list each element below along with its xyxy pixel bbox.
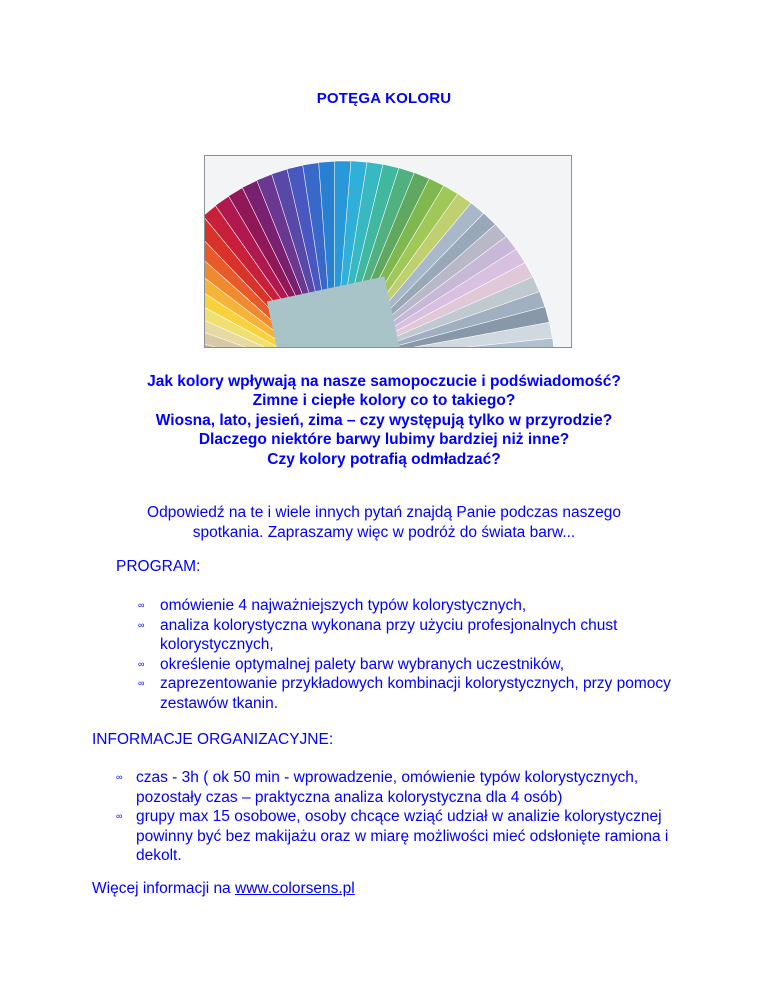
program-item bbox=[138, 596, 678, 616]
infinity-bullet-icon: ∞ bbox=[138, 658, 145, 669]
organization-heading: INFORMACJE ORGANIZACYJNE: bbox=[92, 731, 334, 748]
question-line: Dlaczego niektóre barwy lubimy bardziej niż inne? bbox=[198, 431, 570, 449]
organization-item-text: grupy max 15 osobowe, osoby chcące wziąć udział w analizie kolorystycznej powinny być bez makijażu oraz w miarę możliwości mieć odsłonięte ramiona i dekolt. bbox=[136, 808, 669, 865]
program-item bbox=[138, 674, 678, 713]
footer-prefix: Więcej informacji na bbox=[92, 880, 235, 897]
infinity-bullet-icon: ∞ bbox=[116, 772, 123, 782]
program-item-text: omówienie 4 najważniejszych typów kolorystycznych, bbox=[160, 597, 527, 614]
question-line: Czy kolory potrafią odmładzać? bbox=[267, 450, 501, 468]
question-line: Zimne i ciepłe kolory co to takiego? bbox=[252, 392, 516, 410]
questions-block bbox=[0, 372, 768, 469]
question-line: Jak kolory wpływają na nasze samopoczucie i podświadomość? bbox=[147, 373, 621, 390]
intro-line: Odpowiedź na te i wiele innych pytań znajdą Panie podczas naszego bbox=[147, 504, 621, 521]
infinity-bullet-icon: ∞ bbox=[138, 619, 145, 630]
intro-line: spotkania. Zapraszamy więc w podróż do świata barw... bbox=[192, 524, 576, 541]
website-link[interactable]: www.colorsens.pl bbox=[235, 880, 355, 897]
color-fan-deck-image bbox=[204, 155, 572, 348]
organization-item bbox=[116, 768, 676, 807]
organization-item-text: czas - 3h ( ok 50 min - wprowadzenie, omówienie typów kolorystycznych, pozostały czas – praktyczna analiza kolorystyczna dla 4 osób) bbox=[136, 769, 639, 806]
infinity-bullet-icon: ∞ bbox=[116, 811, 123, 822]
question-line: Wiosna, lato, jesień, zima – czy występują tylko w przyrodzie? bbox=[155, 411, 613, 429]
page-title: POTĘGA KOLORU bbox=[316, 90, 452, 107]
organization-list bbox=[116, 768, 676, 866]
program-item-text: analiza kolorystyczna wykonana przy użyciu profesjonalnych chust kolorystycznych, bbox=[160, 616, 618, 654]
infinity-bullet-icon: ∞ bbox=[138, 600, 145, 610]
program-item bbox=[138, 616, 678, 655]
program-list bbox=[138, 596, 678, 714]
program-item-text: zaprezentowanie przykładowych kombinacji kolorystycznych, przy pomocy zestawów tkanin. bbox=[160, 675, 671, 712]
program-item bbox=[138, 655, 678, 675]
footer-info bbox=[92, 880, 355, 898]
program-heading: PROGRAM: bbox=[116, 558, 201, 575]
organization-item bbox=[116, 807, 676, 866]
intro-paragraph bbox=[112, 503, 656, 543]
infinity-bullet-icon: ∞ bbox=[138, 678, 145, 689]
program-item-text: określenie optymalnej palety barw wybranych uczestników, bbox=[160, 655, 565, 673]
